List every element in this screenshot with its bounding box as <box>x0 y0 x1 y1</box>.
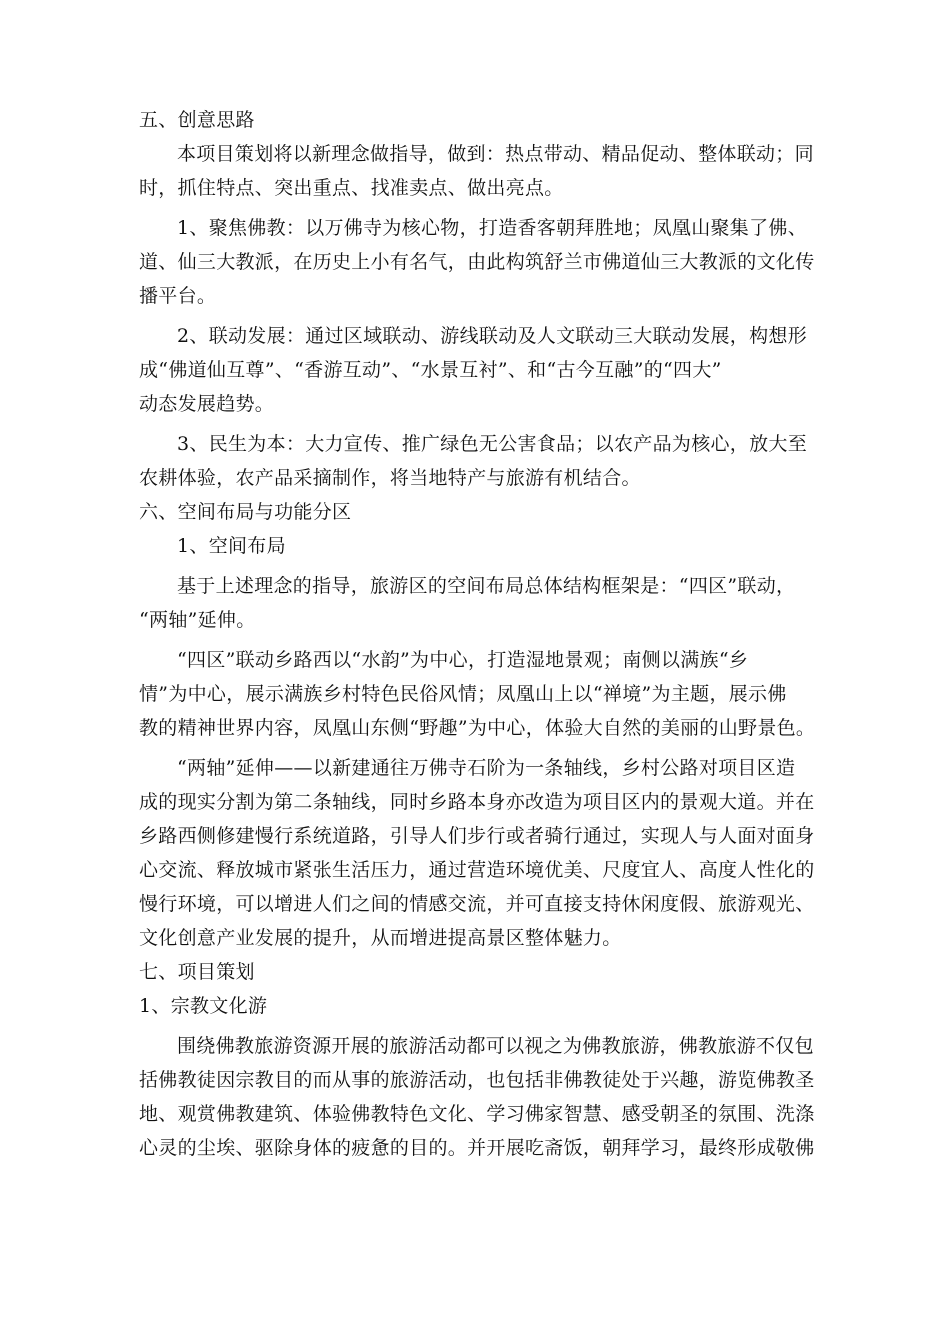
text-line: 1、宗教文化游 <box>139 995 268 1017</box>
text-line: 情”为中心，展示满族乡村特色民俗风情；凤凰山上以“禅境”为主题，展示佛 <box>139 683 787 705</box>
text-line: 地、观赏佛教建筑、体验佛教特色文化、学习佛家智慧、感受朝圣的氛围、洗涤 <box>139 1103 815 1125</box>
text-line: 心灵的尘埃、驱除身体的疲惫的目的。并开展吃斋饭，朝拜学习，最终形成敬佛 <box>139 1137 815 1159</box>
text-line: 3、民生为本：大力宣传、推广绿色无公害食品；以农产品为核心，放大至 <box>177 433 807 455</box>
text-line: 文化创意产业发展的提升，从而增进提高景区整体魅力。 <box>139 927 622 949</box>
text-line: 基于上述理念的指导，旅游区的空间布局总体结构框架是：“四区”联动， <box>177 575 796 597</box>
text-line: 2、联动发展：通过区域联动、游线联动及人文联动三大联动发展，构想形 <box>177 325 807 347</box>
text-line: 五、创意思路 <box>139 109 255 131</box>
text-line: 围绕佛教旅游资源开展的旅游活动都可以视之为佛教旅游，佛教旅游不仅包 <box>177 1035 814 1057</box>
text-line: 时，抓住特点、突出重点、找准卖点、做出亮点。 <box>139 177 564 199</box>
text-line: 乡路西侧修建慢行系统道路，引导人们步行或者骑行通过，实现人与人面对面身 <box>139 825 815 847</box>
text-line: 本项目策划将以新理念做指导，做到：热点带动、精品促动、整体联动；同 <box>177 143 814 165</box>
text-line: “四区”联动乡路西以“水韵”为中心，打造湿地景观；南侧以满族“乡 <box>177 649 749 671</box>
text-line: “两轴”延伸。 <box>139 609 256 631</box>
text-line: 括佛教徒因宗教目的而从事的旅游活动，也包括非佛教徒处于兴趣，游览佛教圣 <box>139 1069 815 1091</box>
text-line: 播平台。 <box>139 285 217 307</box>
text-line: 六、空间布局与功能分区 <box>139 501 352 523</box>
text-line: 心交流、释放城市紧张生活压力，通过营造环境优美、尺度宜人、高度人性化的 <box>139 859 815 881</box>
text-line: 成的现实分割为第二条轴线，同时乡路本身亦改造为项目区内的景观大道。并在 <box>139 791 815 813</box>
text-line: 1、聚焦佛教：以万佛寺为核心物，打造香客朝拜胜地；凤凰山聚集了佛、 <box>177 217 807 239</box>
text-line: 教的精神世界内容，凤凰山东侧“野趣”为中心，体验大自然的美丽的山野景色。 <box>139 717 816 739</box>
text-line: “两轴”延伸——以新建通往万佛寺石阶为一条轴线，乡村公路对项目区造 <box>177 757 796 779</box>
text-line: 农耕体验，农产品采摘制作，将当地特产与旅游有机结合。 <box>139 467 641 489</box>
text-line: 慢行环境，可以增进人们之间的情感交流，并可直接支持休闲度假、旅游观光、 <box>139 893 815 915</box>
text-line: 道、仙三大教派，在历史上小有名气，由此构筑舒兰市佛道仙三大教派的文化传 <box>139 251 815 273</box>
text-line: 动态发展趋势。 <box>139 393 275 415</box>
text-line: 七、项目策划 <box>139 961 255 983</box>
text-line: 1、空间布局 <box>177 535 286 557</box>
text-line: 成“佛道仙互尊”、“香游互动”、“水景互衬”、和“古今互融”的“四大” <box>139 359 722 381</box>
document-body <box>139 103 829 1165</box>
